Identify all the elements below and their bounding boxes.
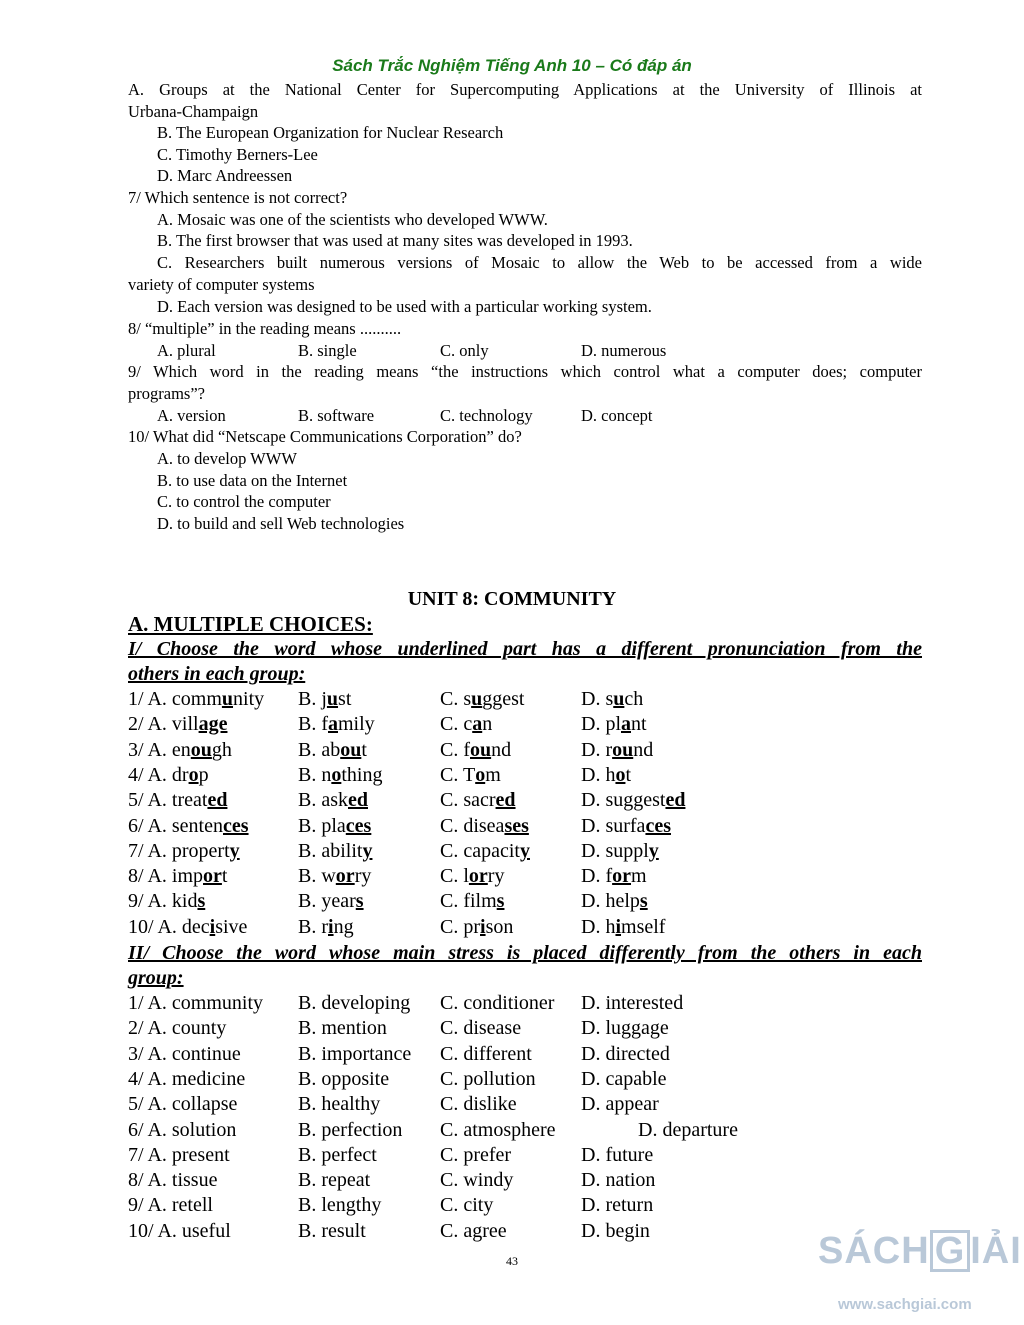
pronunciation-option: D. such xyxy=(581,688,644,710)
pronunciation-option: B. just xyxy=(298,688,352,710)
watermark-brand-g: G xyxy=(930,1230,971,1272)
pronunciation-row-8 xyxy=(0,865,1024,890)
q7-question: 7/ Which sentence is not correct? xyxy=(128,188,348,207)
q10-option-b: B. to use data on the Internet xyxy=(157,471,348,490)
stress-option: C. different xyxy=(440,1042,532,1065)
q7-option-a: A. Mosaic was one of the scientists who developed WWW. xyxy=(157,210,548,229)
q10-option-a: A. to develop WWW xyxy=(157,449,297,468)
stress-option: 1/ A. community xyxy=(128,992,263,1014)
page-number: 43 xyxy=(506,1254,518,1268)
stress-option: D. departure xyxy=(638,1118,738,1141)
pronunciation-option: C. films xyxy=(440,890,505,913)
pronunciation-option: C. can xyxy=(440,713,493,736)
stress-option: C. atmosphere xyxy=(440,1118,556,1141)
q6-option-b: B. The European Organization for Nuclear Research xyxy=(157,123,504,142)
stress-option: B. perfection xyxy=(298,1118,403,1141)
pronunciation-row-7 xyxy=(0,840,1024,865)
section-a-heading: A. MULTIPLE CHOICES: xyxy=(128,612,373,636)
stress-option: C. agree xyxy=(440,1219,507,1242)
stress-row-9 xyxy=(0,1194,1024,1219)
part2-instruction-line1: II/ Choose the word whose main stress is placed differently from the others in each xyxy=(128,942,922,964)
pronunciation-option: D. round xyxy=(581,738,654,761)
watermark-url: www.sachgiai.com xyxy=(838,1296,972,1313)
pronunciation-option: C. Tom xyxy=(440,763,501,786)
pronunciation-row-3 xyxy=(0,739,1024,764)
pronunciation-option: 4/ A. drop xyxy=(128,763,209,786)
stress-option: 2/ A. county xyxy=(128,1017,227,1040)
pronunciation-option: D. helps xyxy=(581,890,648,913)
stress-option: 3/ A. continue xyxy=(128,1042,241,1065)
q9-option-a: A. version xyxy=(157,406,226,425)
watermark-logo xyxy=(818,1230,1022,1273)
q6-option-a-line1: A. Groups at the National Center for Supercomputing Applications at the University of Illinois at xyxy=(128,80,922,99)
pronunciation-option: B. family xyxy=(298,713,375,736)
page-header: Sách Trắc Nghiệm Tiếng Anh 10 – Có đáp án xyxy=(332,56,692,75)
stress-option: C. disease xyxy=(440,1017,522,1040)
stress-option: C. pollution xyxy=(440,1067,536,1090)
pronunciation-option: D. form xyxy=(581,865,647,888)
pronunciation-option: B. ring xyxy=(298,915,354,938)
pronunciation-row-10 xyxy=(0,916,1024,941)
pronunciation-option: D. himself xyxy=(581,915,666,938)
pronunciation-row-4 xyxy=(0,764,1024,789)
stress-option: C. prefer xyxy=(440,1143,512,1166)
pronunciation-option: B. places xyxy=(298,814,372,837)
stress-option: B. repeat xyxy=(298,1169,371,1192)
pronunciation-option: B. about xyxy=(298,738,367,761)
stress-option: C. conditioner xyxy=(440,992,555,1014)
pronunciation-option: 8/ A. import xyxy=(128,865,228,888)
stress-row-4 xyxy=(0,1068,1024,1093)
stress-option: 7/ A. present xyxy=(128,1143,230,1166)
q8-question: 8/ “multiple” in the reading means .......... xyxy=(128,319,402,338)
part1-instruction-line1: I/ Choose the word whose underlined part has a different pronunciation from the xyxy=(128,638,922,660)
q6-option-a-line2: Urbana-Champaign xyxy=(128,102,259,121)
stress-option: 6/ A. solution xyxy=(128,1118,237,1141)
stress-row-7 xyxy=(0,1144,1024,1169)
q9-question-line1: 9/ Which word in the reading means “the instructions which control what a computer does; computer xyxy=(128,362,922,381)
q9-option-b: B. software xyxy=(298,406,375,425)
pronunciation-option: D. plant xyxy=(581,713,647,736)
pronunciation-option: 9/ A. kids xyxy=(128,890,206,913)
pronunciation-option: 10/ A. decisive xyxy=(128,915,248,938)
pronunciation-option: C. suggest xyxy=(440,688,525,710)
pronunciation-option: 5/ A. treated xyxy=(128,789,228,812)
q8-option-d: D. numerous xyxy=(581,341,667,360)
pronunciation-option: B. worry xyxy=(298,865,372,888)
stress-row-1 xyxy=(0,992,1024,1017)
q9-option-c: C. technology xyxy=(440,406,533,425)
watermark-brand-right: IẢI xyxy=(970,1230,1022,1272)
pronunciation-row-2 xyxy=(0,713,1024,738)
pronunciation-option: 6/ A. sentences xyxy=(128,814,249,837)
stress-row-8 xyxy=(0,1169,1024,1194)
stress-option: B. opposite xyxy=(298,1067,390,1090)
pronunciation-option: C. sacred xyxy=(440,789,516,812)
q10-option-c: C. to control the computer xyxy=(157,492,331,511)
pronunciation-option: D. surfaces xyxy=(581,814,671,837)
q6-option-d: D. Marc Andreessen xyxy=(157,166,293,185)
stress-row-2 xyxy=(0,1017,1024,1042)
stress-option: C. windy xyxy=(440,1169,514,1192)
stress-option: D. return xyxy=(581,1194,654,1217)
pronunciation-row-5 xyxy=(0,789,1024,814)
stress-option: B. mention xyxy=(298,1017,387,1040)
stress-option: B. lengthy xyxy=(298,1194,382,1217)
pronunciation-option: C. lorry xyxy=(440,865,505,888)
pronunciation-option: 2/ A. village xyxy=(128,713,228,736)
stress-row-3 xyxy=(0,1043,1024,1068)
stress-option: D. interested xyxy=(581,992,684,1014)
pronunciation-option: D. suggested xyxy=(581,789,686,812)
stress-option: D. capable xyxy=(581,1067,667,1090)
stress-option: B. result xyxy=(298,1219,366,1242)
stress-option: B. healthy xyxy=(298,1093,381,1116)
stress-option: D. directed xyxy=(581,1042,670,1065)
q9-question-line2: programs”? xyxy=(128,384,205,403)
q7-option-c-line1: C. Researchers built numerous versions of Mosaic to allow the Web to be accessed from a wide xyxy=(157,253,922,272)
pronunciation-option: D. hot xyxy=(581,763,632,786)
pronunciation-option: B. years xyxy=(298,890,364,913)
pronunciation-option: 3/ A. enough xyxy=(128,738,232,761)
stress-option: 5/ A. collapse xyxy=(128,1093,238,1116)
pronunciation-option: B. ability xyxy=(298,839,373,862)
q10-option-d: D. to build and sell Web technologies xyxy=(157,514,405,533)
pronunciation-option: C. capacity xyxy=(440,839,530,862)
stress-option: D. nation xyxy=(581,1169,656,1192)
stress-option: D. appear xyxy=(581,1093,659,1116)
stress-option: B. developing xyxy=(298,992,411,1014)
q8-option-a: A. plural xyxy=(157,341,216,360)
stress-option: 9/ A. retell xyxy=(128,1194,213,1217)
stress-option: 8/ A. tissue xyxy=(128,1169,218,1192)
pronunciation-option: C. found xyxy=(440,738,512,761)
q6-option-c: C. Timothy Berners-Lee xyxy=(157,145,318,164)
stress-option: D. future xyxy=(581,1143,654,1166)
q10-question: 10/ What did “Netscape Communications Corporation” do? xyxy=(128,427,522,446)
stress-option: 10/ A. useful xyxy=(128,1219,231,1242)
watermark-brand-left: SÁCH xyxy=(818,1230,930,1272)
unit-title: UNIT 8: COMMUNITY xyxy=(407,588,617,610)
q7-option-d: D. Each version was designed to be used with a particular working system. xyxy=(157,297,652,316)
stress-option: D. luggage xyxy=(581,1017,669,1040)
q7-option-c-line2: variety of computer systems xyxy=(128,275,315,294)
q7-option-b: B. The first browser that was used at many sites was developed in 1993. xyxy=(157,231,633,250)
q8-option-b: B. single xyxy=(298,341,357,360)
q8-option-c: C. only xyxy=(440,341,489,360)
stress-option: B. importance xyxy=(298,1042,412,1065)
stress-option: C. city xyxy=(440,1194,494,1217)
pronunciation-option: B. nothing xyxy=(298,763,383,786)
stress-option: C. dislike xyxy=(440,1093,517,1116)
pronunciation-option: C. prison xyxy=(440,915,514,938)
pronunciation-option: 7/ A. property xyxy=(128,839,240,862)
stress-row-5 xyxy=(0,1093,1024,1118)
q9-option-d: D. concept xyxy=(581,406,653,425)
pronunciation-option: D. supply xyxy=(581,839,659,862)
pronunciation-option: C. diseases xyxy=(440,814,529,837)
pronunciation-option: 1/ A. community xyxy=(128,688,265,710)
stress-row-6 xyxy=(0,1119,1024,1144)
pronunciation-option: B. asked xyxy=(298,789,368,812)
part1-instruction-line2: others in each group: xyxy=(128,663,306,685)
stress-option: 4/ A. medicine xyxy=(128,1067,246,1090)
pronunciation-row-6 xyxy=(0,815,1024,840)
stress-option: B. perfect xyxy=(298,1143,377,1166)
stress-option: D. begin xyxy=(581,1219,650,1242)
pronunciation-row-9 xyxy=(0,890,1024,915)
pronunciation-row-1 xyxy=(0,688,1024,713)
part2-instruction-line2: group: xyxy=(128,967,184,989)
